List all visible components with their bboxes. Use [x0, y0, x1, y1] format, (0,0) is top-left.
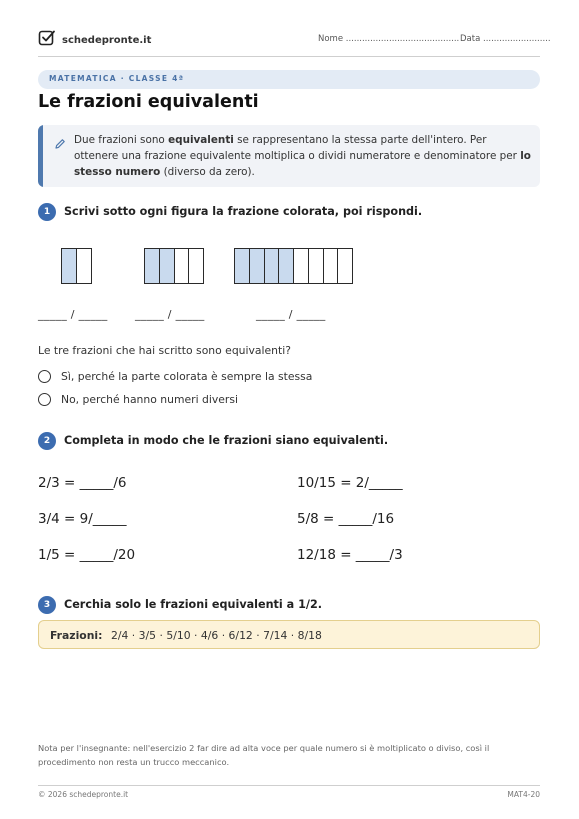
exercise-2-badge: 2 — [38, 432, 56, 450]
fractions-values[interactable]: 2/4 · 3/5 · 5/10 · 4/6 · 6/12 · 7/14 · 8/18 — [111, 629, 322, 642]
footer-divider — [38, 785, 540, 786]
equation-right-3[interactable]: 12/18 = _____/3 — [297, 547, 403, 563]
fraction-blank-2[interactable]: _____ / _____ — [135, 308, 205, 321]
colored-part — [159, 249, 174, 283]
fraction-figure-3 — [234, 248, 353, 284]
exercise-1-question: Le tre frazioni che hai scritto sono equivalenti? — [38, 344, 291, 357]
page-title: Le frazioni equivalenti — [38, 92, 259, 112]
empty-part — [188, 249, 203, 283]
colored-part — [264, 249, 279, 283]
subject-pill — [38, 70, 540, 89]
name-field: Nome .......................................... — [318, 34, 460, 44]
fractions-box — [38, 620, 540, 649]
teacher-note: Nota per l'insegnante: nell'esercizio 2 far dire ad alta voce per quale numero si è moltiplicato o diviso, così il procedimento non resta un trucco meccanico. — [38, 743, 490, 767]
equation-right-2[interactable]: 5/8 = _____/16 — [297, 511, 395, 527]
date-field: Data ......................... — [460, 34, 551, 44]
colored-part — [249, 249, 264, 283]
option-si-label: Sì, perché la parte colorata è sempre la stessa — [61, 370, 313, 383]
info-accent-bar — [38, 125, 43, 187]
exercise-1-title: Scrivi sotto ogni figura la frazione colorata, poi rispondi. — [64, 205, 423, 218]
colored-part — [235, 249, 249, 283]
option-no-label: No, perché hanno numeri diversi — [61, 393, 238, 406]
exercise-3-badge: 3 — [38, 596, 56, 614]
fraction-figure-1 — [61, 248, 92, 284]
fraction-blank-3[interactable]: _____ / _____ — [256, 308, 326, 321]
radio-option-si[interactable] — [38, 370, 51, 383]
equation-left-1[interactable]: 2/3 = _____/6 — [38, 475, 127, 491]
bold-stesso-numero: lo stesso numero — [74, 150, 531, 178]
header-divider — [38, 56, 540, 57]
fraction-figure-2 — [144, 248, 204, 284]
info-box — [38, 125, 540, 187]
equation-right-1[interactable]: 10/15 = 2/_____ — [297, 475, 403, 491]
empty-part — [337, 249, 352, 283]
fraction-blank-1[interactable]: _____ / _____ — [38, 308, 108, 321]
exercise-3-title: Cerchia solo le frazioni equivalenti a 1/2. — [64, 598, 322, 611]
colored-part — [145, 249, 159, 283]
colored-part — [278, 249, 293, 283]
exercise-1-badge: 1 — [38, 203, 56, 221]
radio-option-no[interactable] — [38, 393, 51, 406]
checkbox-logo-icon — [38, 29, 56, 51]
brand-name: schedepronte.it — [62, 34, 152, 46]
empty-part — [308, 249, 323, 283]
empty-part — [76, 249, 91, 283]
empty-part — [323, 249, 338, 283]
empty-part — [174, 249, 189, 283]
colored-part — [62, 249, 76, 283]
info-text: Due frazioni sono equivalenti se rappresentano la stessa parte dell'intero. Per ottenere una frazione equivalente moltiplica o dividi numeratore e denominatore per lo stesso numero (diverso da zero). — [74, 134, 531, 178]
footer-code: MAT4-20 — [507, 790, 540, 799]
footer-copyright: © 2026 schedepronte.it — [38, 790, 129, 799]
subject-label: MATEMATICA · CLASSE 4ª — [49, 74, 185, 83]
empty-part — [293, 249, 308, 283]
bold-equivalenti: equivalenti — [168, 134, 234, 146]
pencil-icon — [54, 135, 66, 154]
fractions-label: Frazioni: — [50, 629, 103, 642]
exercise-2-title: Completa in modo che le frazioni siano equivalenti. — [64, 434, 389, 447]
brand — [38, 29, 151, 51]
equation-left-3[interactable]: 1/5 = _____/20 — [38, 547, 136, 563]
equation-left-2[interactable]: 3/4 = 9/_____ — [38, 511, 127, 527]
